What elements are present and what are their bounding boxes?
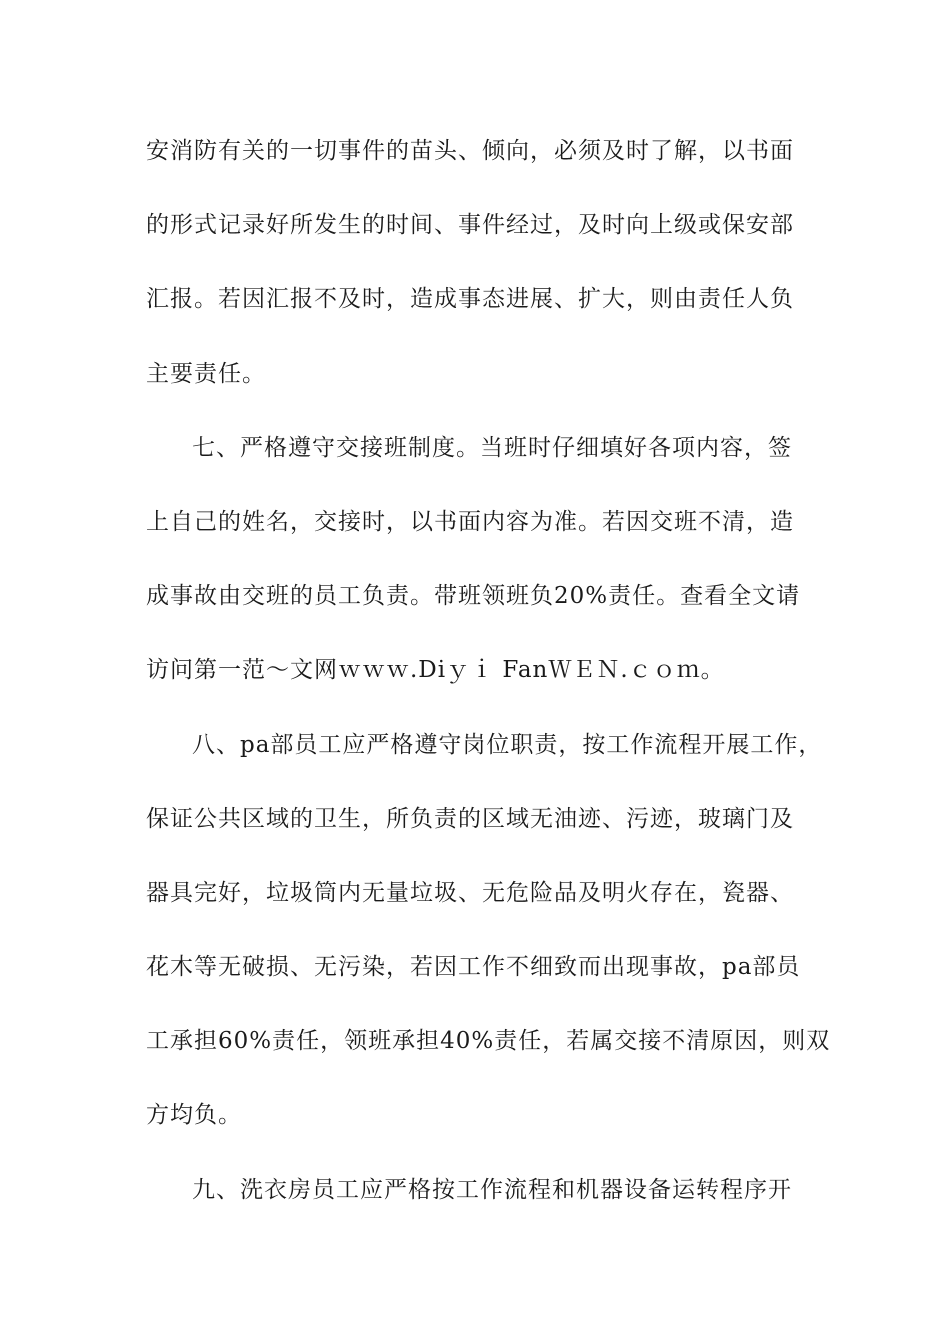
text-line: 汇报。若因汇报不及时，造成事态进展、扩大，则由责任人负 bbox=[146, 286, 794, 313]
text-line: 上自己的姓名，交接时，以书面内容为准。若因交班不清，造 bbox=[146, 508, 794, 535]
text-line: 工承担60%责任，领班承担40%责任，若属交接不清原因，则双 bbox=[146, 1028, 831, 1055]
text-line: 器具完好，垃圾筒内无量垃圾、无危险品及明火存在，瓷器、 bbox=[146, 879, 794, 906]
document-body bbox=[146, 126, 831, 1239]
text-line: 保证公共区域的卫生，所负责的区域无油迹、污迹，玻璃门及 bbox=[146, 805, 794, 832]
text-line: 成事故由交班的员工负责。带班领班负20%责任。查看全文请 bbox=[146, 583, 801, 610]
paragraph-seven-start: 七、严格遵守交接班制度。当班时仔细填好各项内容，签 bbox=[192, 434, 792, 461]
paragraph-eight-start: 八、pa部员工应严格遵守岗位职责，按工作流程开展工作， bbox=[192, 731, 823, 758]
paragraph-nine-start: 九、洗衣房员工应严格按工作流程和机器设备运转程序开 bbox=[192, 1176, 792, 1203]
text-line: 主要责任。 bbox=[146, 360, 266, 387]
text-line: 方均负。 bbox=[146, 1102, 242, 1129]
text-line: 花木等无破损、无污染，若因工作不细致而出现事故，pa部员 bbox=[146, 954, 801, 981]
text-line: 访问第一范～文网ｗｗｗ.Diｙｉ FanＷＥＮ.ｃｏｍ。 bbox=[146, 657, 725, 684]
text-line: 安消防有关的一切事件的苗头、倾向，必须及时了解，以书面 bbox=[146, 138, 794, 164]
text-line: 的形式记录好所发生的时间、事件经过，及时向上级或保安部 bbox=[146, 212, 794, 239]
